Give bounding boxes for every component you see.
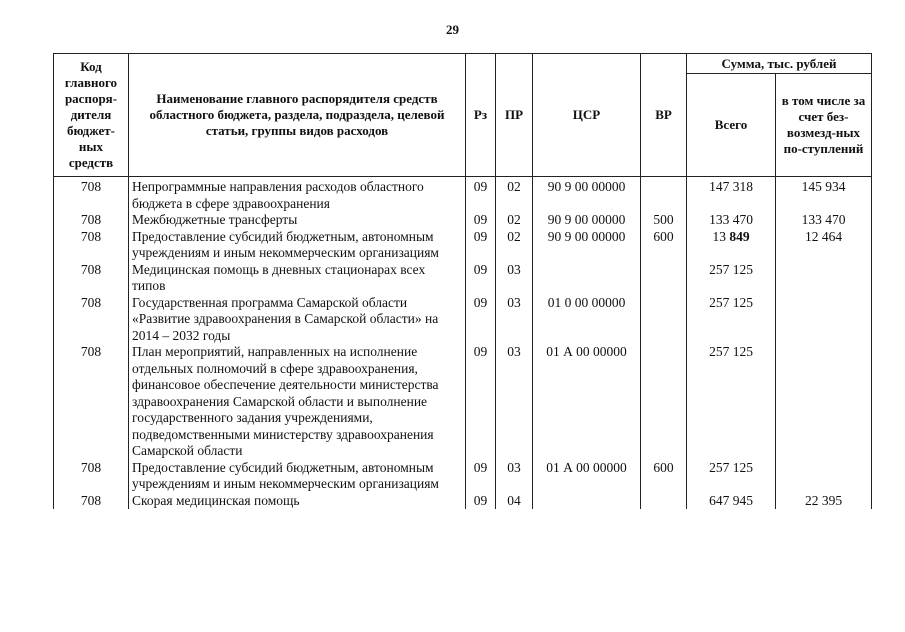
row-name: План мероприятий, направленных на исполнение отдельных полномочий в сфере здравоохранения, финансовое обеспечение деятельности министерства здравоохранения Самарской области и выполнение государственного задания учреждениями, подведомственными министерству здравоохранения Самарской области [129, 344, 466, 460]
row-vr: 600 [641, 229, 687, 262]
budget-table [53, 53, 872, 509]
row-rz: 09 [466, 460, 496, 493]
row-name: Скорая медицинская помощь [129, 493, 466, 510]
table-row [54, 460, 872, 493]
table-row [54, 177, 872, 213]
row-csr: 90 9 00 00000 [533, 229, 641, 262]
row-csr: 01 А 00 00000 [533, 460, 641, 493]
row-free [776, 460, 872, 493]
row-total: 257 125 [687, 460, 776, 493]
table-row [54, 262, 872, 295]
row-name: Предоставление субсидий бюджетным, автономным учреждениям и иным некоммерческим организациям [129, 460, 466, 493]
row-pr: 04 [496, 493, 533, 510]
header-total: Всего [687, 74, 776, 177]
row-code: 708 [54, 177, 129, 213]
header-sum: Сумма, тыс. рублей [687, 54, 872, 74]
table-row [54, 295, 872, 345]
row-vr: 500 [641, 212, 687, 229]
table-row [54, 493, 872, 510]
row-rz: 09 [466, 344, 496, 460]
row-free: 133 470 [776, 212, 872, 229]
row-rz: 09 [466, 177, 496, 213]
table-row [54, 229, 872, 262]
row-vr [641, 177, 687, 213]
header-pr: ПР [496, 54, 533, 177]
row-csr: 01 А 00 00000 [533, 344, 641, 460]
row-pr: 03 [496, 295, 533, 345]
row-total: 257 125 [687, 344, 776, 460]
row-csr: 90 9 00 00000 [533, 212, 641, 229]
row-code: 708 [54, 212, 129, 229]
row-vr: 600 [641, 460, 687, 493]
row-free: 22 395 [776, 493, 872, 510]
row-name: Непрограммные направления расходов областного бюджета в сфере здравоохранения [129, 177, 466, 213]
row-rz: 09 [466, 212, 496, 229]
header-csr: ЦСР [533, 54, 641, 177]
row-rz: 09 [466, 295, 496, 345]
row-total-part-b: 849 [729, 228, 750, 244]
row-code: 708 [54, 229, 129, 262]
row-pr: 03 [496, 344, 533, 460]
table-row [54, 212, 872, 229]
header-name: Наименование главного распорядителя средств областного бюджета, раздела, подраздела, целевой статьи, группы видов расходов [129, 54, 466, 177]
header-free: в том числе за счет без-возмезд-ных по-ступлений [776, 74, 872, 177]
row-rz: 09 [466, 262, 496, 295]
row-code: 708 [54, 344, 129, 460]
row-vr [641, 344, 687, 460]
row-name: Медицинская помощь в дневных стационарах всех типов [129, 262, 466, 295]
row-pr: 02 [496, 212, 533, 229]
row-pr: 03 [496, 262, 533, 295]
row-vr [641, 295, 687, 345]
row-total-part-a: 13 [712, 228, 726, 244]
row-code: 708 [54, 262, 129, 295]
row-total [687, 229, 776, 262]
row-name: Межбюджетные трансферты [129, 212, 466, 229]
row-total: 257 125 [687, 295, 776, 345]
row-total: 257 125 [687, 262, 776, 295]
row-vr [641, 493, 687, 510]
row-csr: 90 9 00 00000 [533, 177, 641, 213]
row-total: 133 470 [687, 212, 776, 229]
row-total: 647 945 [687, 493, 776, 510]
row-code: 708 [54, 295, 129, 345]
row-pr: 02 [496, 229, 533, 262]
table-row [54, 344, 872, 460]
row-free: 12 464 [776, 229, 872, 262]
row-csr: 01 0 00 00000 [533, 295, 641, 345]
page-number: 29 [446, 22, 459, 37]
row-rz: 09 [466, 493, 496, 510]
row-csr [533, 262, 641, 295]
header-vr: ВР [641, 54, 687, 177]
row-free [776, 262, 872, 295]
row-name: Государственная программа Самарской области «Развитие здравоохранения в Самарской области» на 2014 – 2032 годы [129, 295, 466, 345]
row-total: 147 318 [687, 177, 776, 213]
row-code: 708 [54, 460, 129, 493]
row-free: 145 934 [776, 177, 872, 213]
row-rz: 09 [466, 229, 496, 262]
row-code: 708 [54, 493, 129, 510]
row-csr [533, 493, 641, 510]
row-vr [641, 262, 687, 295]
row-pr: 02 [496, 177, 533, 213]
header-code: Код главного распоря-дителя бюджет-ных средств [54, 54, 129, 177]
row-pr: 03 [496, 460, 533, 493]
header-rz: Рз [466, 54, 496, 177]
row-name: Предоставление субсидий бюджетным, автономным учреждениям и иным некоммерческим организациям [129, 229, 466, 262]
row-free [776, 344, 872, 460]
row-free [776, 295, 872, 345]
